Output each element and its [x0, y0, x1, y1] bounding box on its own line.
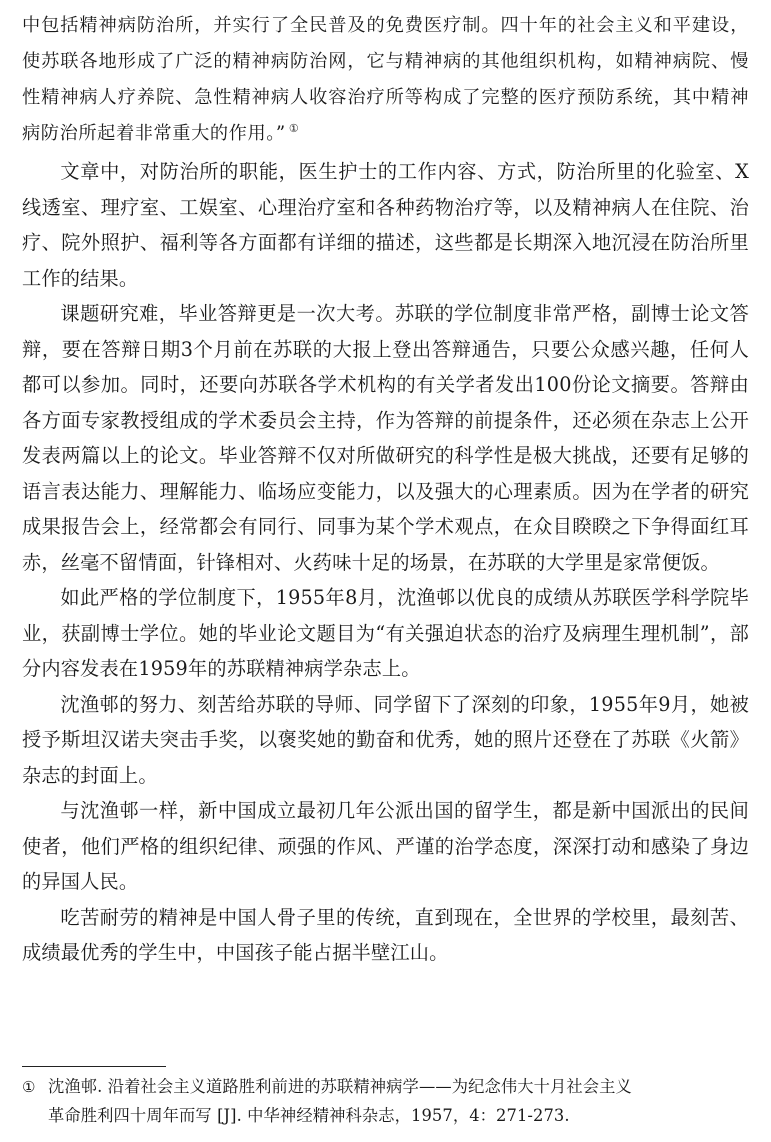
- quoted-passage: [22, 8, 749, 152]
- document-body: [22, 8, 749, 971]
- paragraph-5: 与沈渔邨一样，新中国成立最初几年公派出国的留学生，都是新中国派出的民间使者，他们严格的组织纪律、顽强的作风、严谨的治学态度，深深打动和感染了身边的异国人民。: [22, 799, 749, 893]
- paragraph-3: 如此严格的学位制度下，1955年8月，沈渔邨以优良的成绩从苏联医学科学院毕业，获副博士学位。她的毕业论文题目为“有关强迫状态的治疗及病理生理机制”，部分内容发表在1959年的苏联精神病学杂志上。: [22, 586, 749, 680]
- footnote: [22, 1073, 749, 1130]
- quoted-passage-text: 中包括精神病防治所，并实行了全民普及的免费医疗制。四十年的社会主义和平建设，使苏联各地形成了广泛的精神病防治网，它与精神病的其他组织机构，如精神病院、慢性精神病人疗养院、急性精神病人收容治疗所等构成了完整的医疗预防系统，其中精神病防治所起着非常重大的作用。”: [22, 15, 749, 144]
- footnote-line-2: 革命胜利四十周年而写 [J]. 中华神经精神科杂志，1957，4：271-273.: [48, 1105, 570, 1125]
- paragraph-4: 沈渔邨的努力、刻苦给苏联的导师、同学留下了深刻的印象，1955年9月，她被授予斯坦汉诺夫突击手奖，以褒奖她的勤奋和优秀，她的照片还登在了苏联《火箭》杂志的封面上。: [22, 692, 749, 787]
- footnote-line-1: 沈渔邨. 沿着社会主义道路胜利前进的苏联精神病学——为纪念伟大十月社会主义: [48, 1077, 632, 1096]
- paragraph-6: 吃苦耐劳的精神是中国人骨子里的传统，直到现在，全世界的学校里，最刻苦、成绩最优秀的学生中，中国孩子能占据半壁江山。: [22, 905, 749, 964]
- footnote-divider: [22, 1066, 166, 1067]
- paragraph-1: 文章中，对防治所的职能，医生护士的工作内容、方式，防治所里的化验室、X线透室、理疗室、工娱室、心理治疗室和各种药物治疗等，以及精神病人在住院、治疗、院外照护、福利等各方面都有详细的描述，这些都是长期深入地沉浸在防治所里工作的结果。: [22, 160, 749, 290]
- paragraph-2: 课题研究难，毕业答辩更是一次大考。苏联的学位制度非常严格，副博士论文答辩，要在答辩日期3个月前在苏联的大报上登出答辩通告，只要公众感兴趣，任何人都可以参加。同时，还要向苏联各学术机构的有关学者发出100份论文摘要。答辩由各方面专家教授组成的学术委员会主持，作为答辩的前提条件，还必须在杂志上公开发表两篇以上的论文。毕业答辩不仅对所做研究的科学性是极大挑战，还要有足够的语言表达能力、理解能力、临场应变能力，以及强大的心理素质。因为在学者的研究成果报告会上，经常都会有同行、同事为某个学术观点，在众目睽睽之下争得面红耳赤，丝毫不留情面，针锋相对、火药味十足的场景，在苏联的大学里是家常便饭。: [22, 302, 749, 574]
- footnote-reference: ①: [288, 122, 300, 135]
- footnote-marker: ①: [22, 1078, 36, 1096]
